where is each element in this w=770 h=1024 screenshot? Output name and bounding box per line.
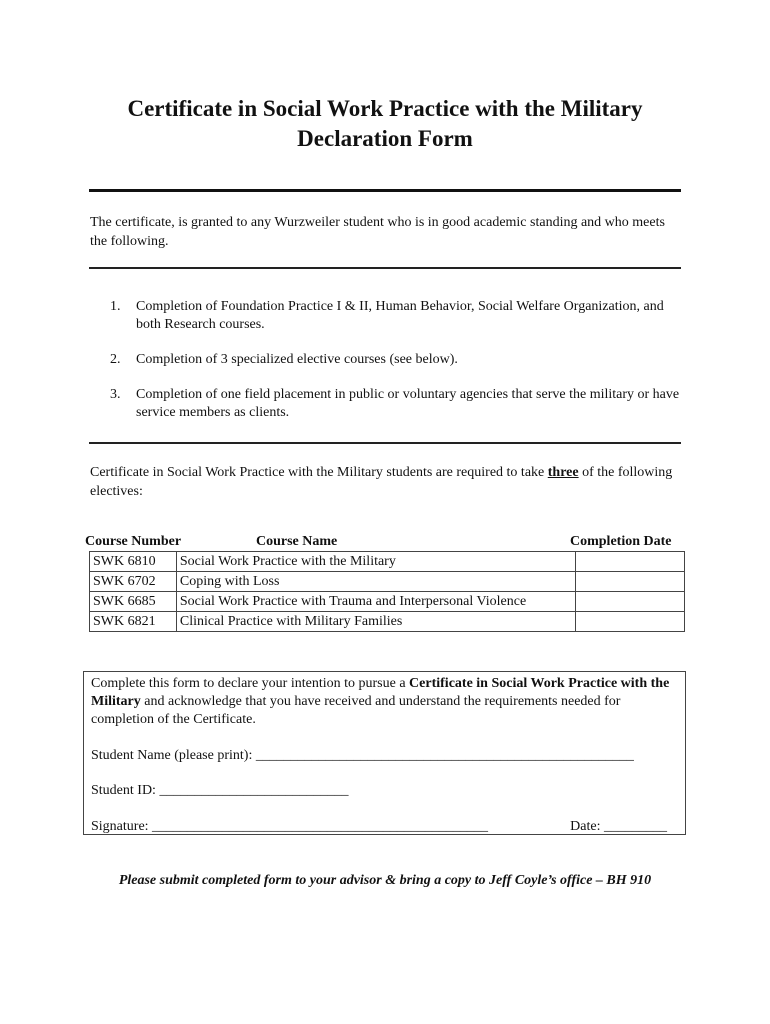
submission-instructions: Please submit completed form to your advisor & bring a copy to Jeff Coyle’s office – BH 910 [118, 873, 652, 888]
declaration-text-before: Complete this form to declare your intention to pursue a [91, 676, 410, 691]
list-item-number: 1. [110, 299, 121, 314]
course-name-cell: Clinical Practice with Military Families [176, 612, 575, 632]
electives-emphasis: three [547, 465, 579, 480]
completion-date-cell[interactable] [575, 612, 684, 632]
list-item-text: Completion of one field placement in public or voluntary agencies that serve the military or have service members as clients. [136, 387, 680, 420]
intro-paragraph: The certificate, is granted to any Wurzweiler student who is in good academic standing and who meets the following. [90, 215, 665, 249]
header-completion-date: Completion Date [570, 534, 672, 549]
course-name-cell: Social Work Practice with Trauma and Interpersonal Violence [176, 592, 575, 612]
declaration-box [83, 671, 686, 835]
completion-date-cell[interactable] [575, 552, 684, 572]
table-row [90, 612, 685, 632]
list-item [110, 298, 690, 334]
requirements-divider [89, 442, 681, 444]
declaration-text-after: and acknowledge that you have received and understand the requirements needed for completion of the Certificate. [91, 694, 621, 727]
course-name-cell: Social Work Practice with the Military [176, 552, 575, 572]
title-divider [89, 189, 681, 192]
course-name-cell: Coping with Loss [176, 572, 575, 592]
intro-divider [89, 267, 681, 269]
date-field[interactable]: Date: _________ [570, 819, 667, 834]
course-number-cell: SWK 6821 [90, 612, 177, 632]
title-line-2: Declaration Form [297, 126, 473, 151]
table-row [90, 592, 685, 612]
student-name-field[interactable]: Student Name (please print): ______________________________________________________ [91, 748, 634, 763]
list-item-text: Completion of Foundation Practice I & II, Human Behavior, Social Welfare Organization, and both Research courses. [136, 299, 664, 332]
declaration-certificate-name: Certificate in Social Work Practice with the Military [91, 676, 670, 709]
table-row [90, 572, 685, 592]
title-line-1: Certificate in Social Work Practice with the Military [127, 96, 643, 121]
declaration-text [91, 675, 679, 729]
courses-table [89, 551, 685, 632]
completion-date-cell[interactable] [575, 592, 684, 612]
list-item [110, 351, 690, 369]
student-id-field[interactable]: Student ID: ___________________________ [91, 783, 349, 798]
table-row [90, 552, 685, 572]
header-course-name: Course Name [256, 534, 338, 549]
electives-paragraph [90, 463, 685, 501]
electives-text-before: Certificate in Social Work Practice with the Military students are required to take [90, 465, 548, 480]
list-item-number: 2. [110, 352, 121, 367]
signature-field[interactable]: Signature: ________________________________________________ [91, 819, 489, 834]
list-item [110, 386, 690, 422]
course-number-cell: SWK 6810 [90, 552, 177, 572]
electives-text-after: of the following electives: [90, 465, 673, 499]
course-number-cell: SWK 6702 [90, 572, 177, 592]
completion-date-cell[interactable] [575, 572, 684, 592]
list-item-text: Completion of 3 specialized elective courses (see below). [136, 352, 458, 367]
list-item-number: 3. [110, 387, 121, 402]
course-number-cell: SWK 6685 [90, 592, 177, 612]
header-course-number: Course Number [85, 534, 182, 549]
requirements-list [110, 298, 690, 439]
page-title [60, 94, 710, 154]
